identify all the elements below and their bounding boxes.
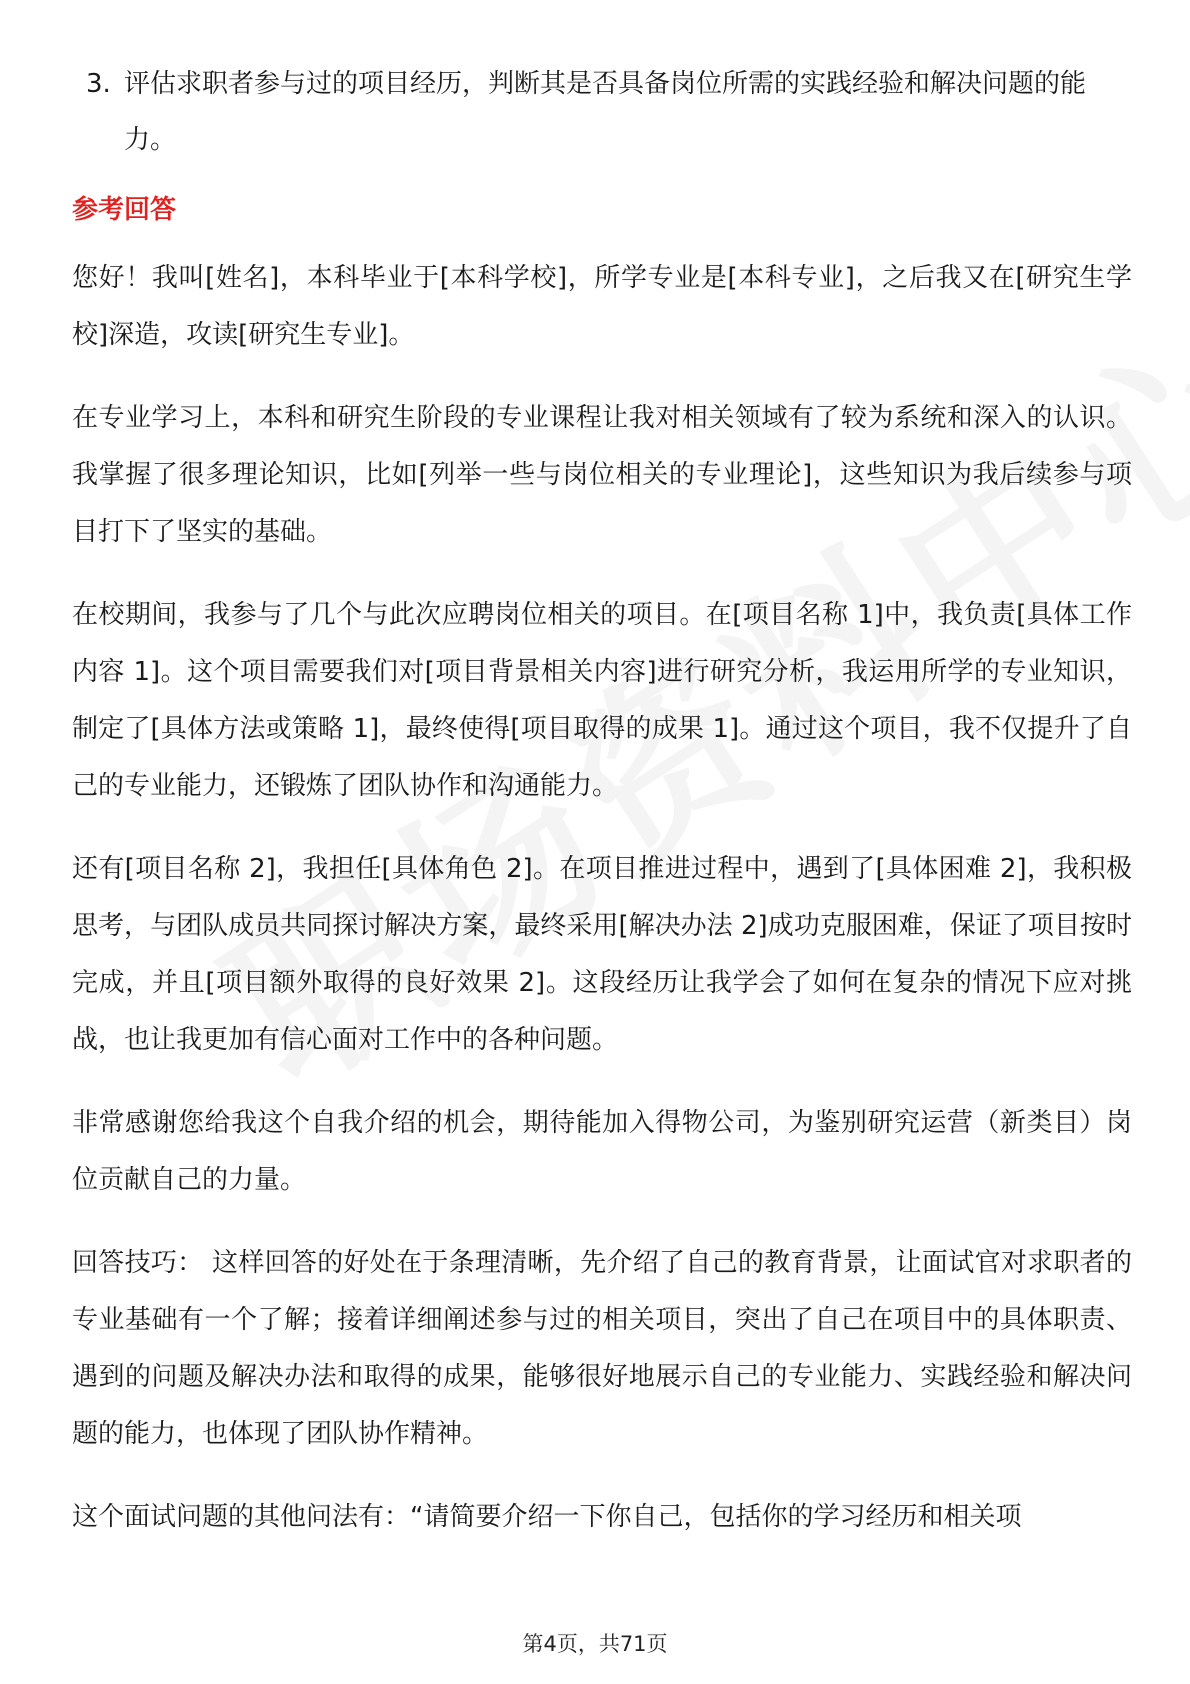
- list-item: [72, 56, 1132, 168]
- alternative-questions-paragraph: 这个面试问题的其他问法有：“请简要介绍一下你自己，包括你的学习经历和相关项: [72, 1502, 1022, 1532]
- answer-paragraph-study: 在专业学习上，本科和研究生阶段的专业课程让我对相关领域有了较为系统和深入的认识。我掌握了很多理论知识，比如[列举一些与岗位相关的专业理论]，这些知识为我后续参与项目打下了坚实的基础。: [72, 403, 1132, 547]
- answer-paragraph-closing: 非常感谢您给我这个自我介绍的机会，期待能加入得物公司，为鉴别研究运营（新类目）岗位贡献自己的力量。: [72, 1108, 1132, 1195]
- list-item-text: 评估求职者参与过的项目经历，判断其是否具备岗位所需的实践经验和解决问题的能力。: [124, 69, 1087, 155]
- answer-paragraph-intro: 您好！我叫[姓名]，本科毕业于[本科学校]，所学专业是[本科专业]，之后我又在[研究生学校]深造，攻读[研究生专业]。: [72, 263, 1132, 350]
- document-body: [72, 56, 1132, 1572]
- page-footer: 第4页，共71页: [522, 1632, 668, 1656]
- list-number: 3.: [86, 69, 111, 99]
- section-heading: 参考回答: [72, 195, 177, 225]
- answer-tips-paragraph: 回答技巧： 这样回答的好处在于条理清晰，先介绍了自己的教育背景，让面试官对求职者的专业基础有一个了解；接着详细阐述参与过的相关项目，突出了自己在项目中的具体职责、遇到的问题及解决办法和取得的成果，能够很好地展示自己的专业能力、实践经验和解决问题的能力，也体现了团队协作精神。: [72, 1248, 1132, 1449]
- answer-paragraph-project-2: 还有[项目名称 2]，我担任[具体角色 2]。在项目推进过程中，遇到了[具体困难 2]，我积极思考，与团队成员共同探讨解决方案，最终采用[解决办法 2]成功克服困难，保证了项目按时完成，并且[项目额外取得的良好效果 2]。这段经历让我学会了如何在复杂的情况下应对挑战，也让我更加有信心面对工作中的各种问题。: [72, 854, 1132, 1055]
- answer-paragraph-project-1: 在校期间，我参与了几个与此次应聘岗位相关的项目。在[项目名称 1]中，我负责[具体工作内容 1]。这个项目需要我们对[项目背景相关内容]进行研究分析，我运用所学的专业知识，制定了[具体方法或策略 1]，最终使得[项目取得的成果 1]。通过这个项目，我不仅提升了自己的专业能力，还锻炼了团队协作和沟通能力。: [72, 600, 1132, 801]
